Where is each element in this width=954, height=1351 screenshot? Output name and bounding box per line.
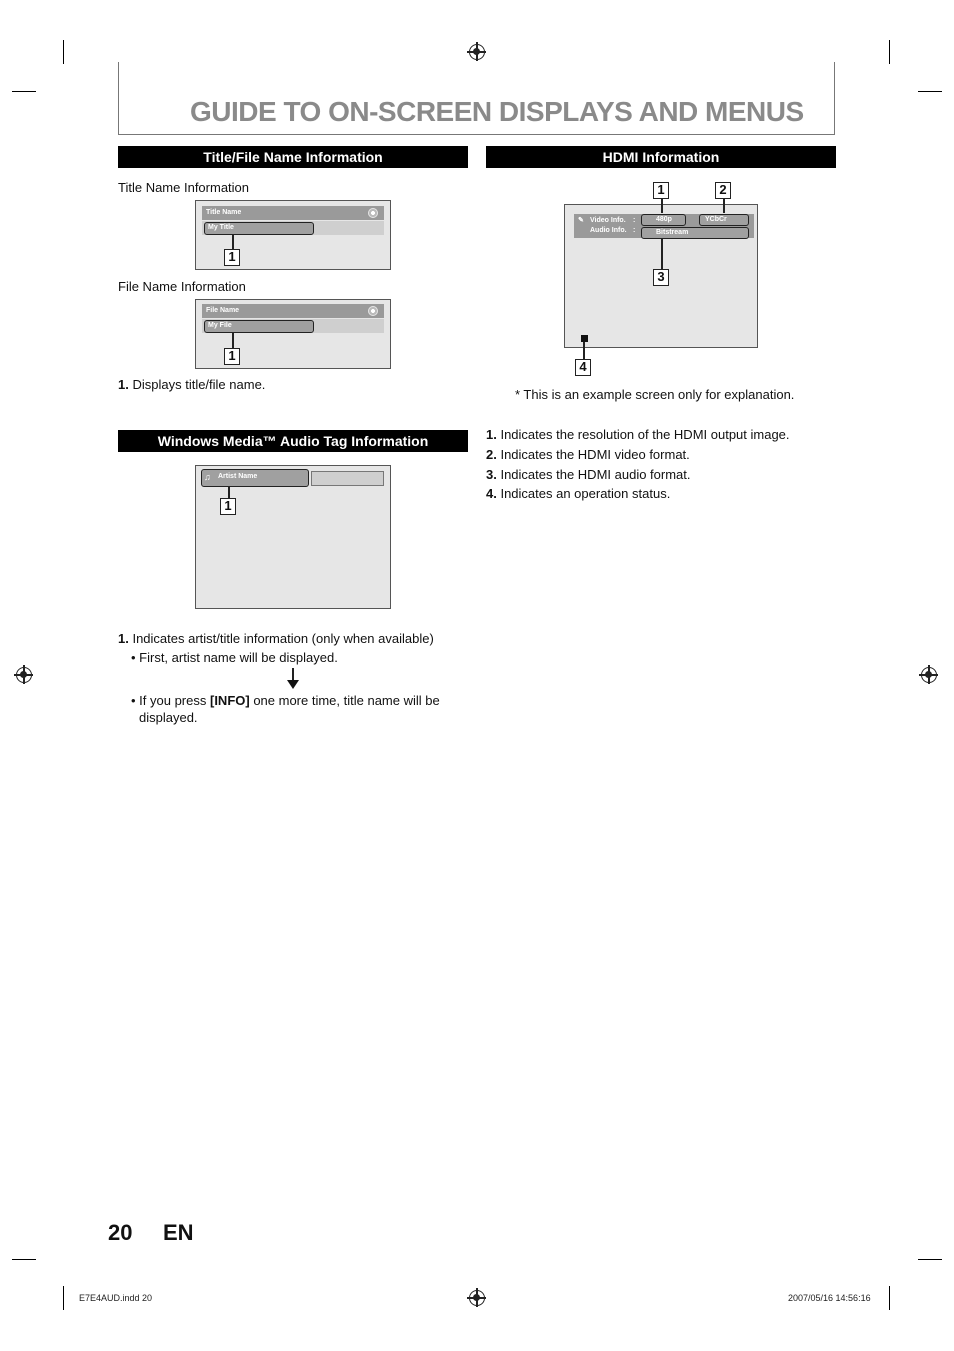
arrow-down-icon [287,680,299,689]
title-value: My Title [208,224,234,231]
callout-1: 1 [653,182,669,199]
title-value-field [204,222,314,235]
resolution-field [641,214,686,226]
item-text: Indicates the resolution of the HDMI output image. [500,427,790,442]
item-text: Indicates the HDMI video format. [500,447,690,462]
disc-icon [367,305,379,317]
callout-line [583,342,585,359]
hdmi-icon: ✎ [578,217,584,224]
registration-mark-icon [469,1290,485,1306]
note-text: Indicates artist/title information (only when available) [132,631,434,646]
callout-line [232,235,234,249]
hdmi-item-2 [486,447,690,462]
wma-tag-screen [195,465,391,609]
crop-mark [918,1259,942,1260]
artist-name-value: Artist Name [218,473,258,480]
section-header-hdmi: HDMI Information [486,146,836,168]
stop-status-icon [581,335,588,342]
footer-datetime: 2007/05/16 14:56:16 [788,1293,871,1303]
title-file-note [118,377,265,392]
callout-4: 4 [575,359,591,376]
video-format-field [699,214,749,226]
file-value: My File [208,322,232,329]
crop-mark [889,40,890,64]
hdmi-item-4 [486,486,670,501]
callout-1: 1 [224,348,240,365]
disc-icon [367,207,379,219]
artist-name-field [201,469,309,487]
page-number: 20 [108,1220,133,1245]
bullet-text: • If you press [131,693,210,708]
crop-mark [12,91,36,92]
resolution-value: 480p [656,216,672,223]
wma-bullet-2 [131,693,440,708]
crop-mark [63,40,64,64]
audio-format-value: Bitstream [656,229,689,236]
page-language: EN [163,1220,194,1245]
callout-1: 1 [220,498,236,515]
registration-mark-icon [921,667,937,683]
video-info-label: Video Info. [590,217,626,224]
note-number: 1. [118,377,129,392]
item-number: 1. [486,427,497,442]
wma-bullet-2-cont: displayed. [139,710,198,725]
item-text: Indicates the HDMI audio format. [500,467,691,482]
crop-mark [12,1259,36,1260]
screen-heading: Title Name [206,209,242,216]
title-name-label: Title Name Information [118,180,250,195]
music-note-icon: ♫ [204,472,211,482]
item-number: 2. [486,447,497,462]
callout-2: 2 [715,182,731,199]
item-text: Indicates an operation status. [500,486,671,501]
section-header-wma: Windows Media™ Audio Tag Information [118,430,468,452]
wma-bullet-1: • First, artist name will be displayed. [131,650,338,665]
page-title: GUIDE TO ON-SCREEN DISPLAYS AND MENUS [190,96,804,127]
audio-info-colon: : [633,227,636,234]
video-info-colon: : [633,217,636,224]
file-name-label: File Name Information [118,279,246,294]
callout-1: 1 [224,249,240,266]
item-number: 4. [486,486,497,501]
crop-mark [63,1286,64,1310]
callout-line [661,198,663,213]
file-value-field [204,320,314,333]
callout-line [228,487,230,498]
registration-mark-icon [16,667,32,683]
title-name-screen [195,200,391,270]
video-format-value: YCbCr [705,216,727,223]
bullet-text: one more time, title name will be [249,693,440,708]
example-note: * This is an example screen only for explanation. [515,387,795,402]
crop-mark [918,91,942,92]
item-number: 3. [486,467,497,482]
hdmi-item-3 [486,467,691,482]
wma-note [118,631,434,646]
screen-row-bar [311,471,384,486]
section-header-title-file: Title/File Name Information [118,146,468,168]
hdmi-item-1 [486,427,790,442]
callout-line [661,238,663,269]
audio-format-field [641,227,749,239]
callout-3: 3 [653,269,669,286]
note-number: 1. [118,631,129,646]
note-text: Displays title/file name. [132,377,266,392]
callout-line [232,333,234,348]
file-name-screen [195,299,391,369]
footer-file: E7E4AUD.indd 20 [79,1293,153,1303]
audio-info-label: Audio Info. [590,227,627,234]
callout-line [723,198,725,213]
info-key: [INFO] [209,693,250,708]
screen-heading: File Name [206,307,240,314]
registration-mark-icon [469,44,485,60]
crop-mark [889,1286,890,1310]
